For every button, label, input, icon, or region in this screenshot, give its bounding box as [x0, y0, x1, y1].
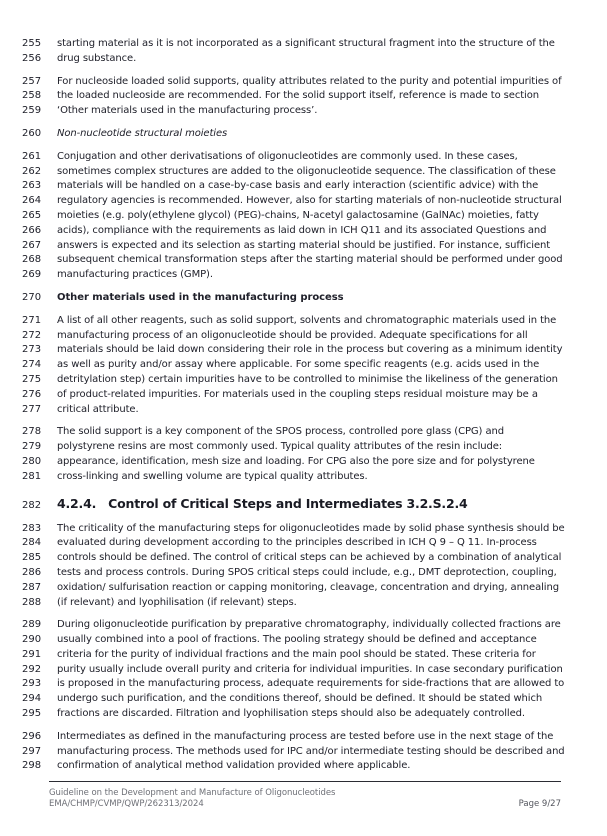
line-text: is proposed in the manufacturing process, adequate requirements for side-fractions that are allowed to	[57, 678, 565, 690]
text-line	[22, 268, 589, 283]
heading-line	[22, 493, 589, 516]
line-number: 297	[22, 745, 42, 757]
line-text: drug substance.	[57, 52, 137, 64]
line-number: 289	[22, 619, 42, 631]
line-number: 259	[22, 105, 42, 117]
text-line	[22, 633, 589, 648]
line-number: 261	[22, 150, 42, 162]
paragraph	[22, 150, 589, 283]
line-text: A list of all other reagents, such as solid support, solvents and chromatographic materials used in the	[57, 314, 557, 326]
line-text: appearance, identification, mesh size and loading. For CPG also the pore size and for polystyrene	[57, 455, 535, 467]
line-number: 262	[22, 165, 42, 177]
line-text: The solid support is a key component of the SPOS process, controlled pore glass (CPG) and	[57, 426, 504, 438]
paragraph	[22, 314, 589, 418]
text-line	[22, 329, 589, 344]
text-line	[22, 566, 589, 581]
line-text: moieties (e.g. poly(ethylene glycol) (PEG)-chains, N-acetyl galactosamine (GalNAc) moieties, fatty	[57, 209, 539, 221]
line-text: subsequent chemical transformation steps after the starting material should be performed under good	[57, 254, 563, 266]
text-line	[22, 224, 589, 239]
line-text: regulatory agencies is recommended. However, also for starting materials of non-nucleotide structural	[57, 195, 562, 207]
line-text: as well as purity and/or assay where applicable. For some specific reagents (e.g. acids used in the	[57, 359, 540, 371]
text-line	[22, 522, 589, 537]
text-line	[22, 150, 589, 165]
line-number: 295	[22, 708, 42, 720]
text-line	[22, 314, 589, 329]
line-text: Other materials used in the manufacturing process	[57, 291, 344, 303]
paragraph	[22, 291, 589, 306]
text-line	[22, 75, 589, 90]
text-line	[22, 536, 589, 551]
line-number: 258	[22, 90, 42, 102]
text-line	[22, 179, 589, 194]
line-text: usually combined into a pool of fractions. The pooling strategy should be defined and acceptance	[57, 634, 537, 646]
paragraph	[22, 730, 589, 774]
text-line	[22, 551, 589, 566]
text-line	[22, 403, 589, 418]
text-line	[22, 165, 589, 180]
text-line	[22, 194, 589, 209]
line-text: fractions are discarded. Filtration and lyophilisation steps should also be adequately controlled.	[57, 708, 525, 720]
line-text: evaluated during development according to the principles described in ICH Q 9 – Q 11. In-process	[57, 537, 537, 549]
text-line	[22, 707, 589, 722]
line-text: Intermediates as defined in the manufacturing process are tested before use in the next stage of the	[57, 730, 554, 742]
text-line	[22, 648, 589, 663]
paragraph	[22, 425, 589, 484]
line-number: 275	[22, 373, 42, 385]
line-number: 292	[22, 663, 42, 675]
line-number: 257	[22, 75, 42, 87]
footer-row	[49, 788, 561, 809]
line-number: 276	[22, 388, 42, 400]
heading-text	[57, 493, 468, 514]
line-number: 283	[22, 522, 42, 534]
line-text: purity usually include overall purity and criteria for individual impurities. In case secondary purification	[57, 663, 563, 675]
line-number: 255	[22, 38, 42, 49]
line-text: starting material as it is not incorporated as a significant structural fragment into the structure of the	[57, 38, 555, 49]
line-number: 287	[22, 581, 42, 593]
paragraph	[22, 522, 589, 611]
line-number: 266	[22, 224, 42, 236]
paragraph	[22, 127, 589, 142]
line-text: During oligonucleotide purification by preparative chromatography, individually collected fractions are	[57, 619, 561, 631]
text-line	[22, 373, 589, 388]
line-text: sometimes complex structures are added to the oligonucleotide sequence. The classification of these	[57, 165, 556, 177]
line-text: Non-nucleotide structural moieties	[57, 127, 228, 139]
line-text: Conjugation and other derivatisations of oligonucleotides are commonly used. In these cases,	[57, 150, 518, 162]
text-line	[22, 692, 589, 707]
line-number: 267	[22, 239, 42, 251]
line-number: 281	[22, 470, 42, 482]
text-line	[22, 677, 589, 692]
line-text: detritylation step) certain impurities have to be controlled to minimise the likeliness of the generation	[57, 373, 558, 385]
text-line	[22, 209, 589, 224]
text-line	[22, 127, 589, 142]
line-number: 256	[22, 52, 42, 64]
text-line	[22, 596, 589, 611]
line-number: 278	[22, 426, 42, 438]
text-line	[22, 37, 589, 52]
text-line	[22, 343, 589, 358]
line-number: 282	[22, 499, 42, 511]
line-text: polystyrene resins are most commonly used. Typical quality attributes of the resin include:	[57, 441, 503, 453]
text-line	[22, 759, 589, 774]
line-text: manufacturing process of an oligonucleotide should be provided. Adequate specifications for all	[57, 329, 528, 341]
line-number: 284	[22, 537, 42, 549]
line-text: materials will be handled on a case-by-case basis and early interaction (scientific advice) with the	[57, 180, 539, 192]
heading-number: 4.2.4.	[57, 495, 97, 511]
line-text: cross-linking and swelling volume are typical quality attributes.	[57, 470, 368, 482]
line-text: of product-related impurities. For materials used in the coupling steps residual moisture may be a	[57, 388, 538, 400]
line-number: 296	[22, 730, 42, 742]
text-line	[22, 730, 589, 745]
text-line	[22, 358, 589, 373]
line-number: 280	[22, 455, 42, 467]
text-line	[22, 440, 589, 455]
text-line	[22, 239, 589, 254]
line-text: controls should be defined. The control of critical steps can be achieved by a combination of analytical	[57, 552, 562, 564]
line-number: 293	[22, 678, 42, 690]
line-number: 269	[22, 269, 42, 281]
line-text: For nucleoside loaded solid supports, quality attributes related to the purity and potential impurities of	[57, 75, 562, 87]
page-footer	[49, 781, 561, 809]
line-text: The criticality of the manufacturing steps for oligonucleotides made by solid phase synthesis should be	[57, 522, 565, 534]
line-number: 274	[22, 359, 42, 371]
line-number: 270	[22, 291, 42, 303]
line-number: 279	[22, 441, 42, 453]
line-text: (if relevant) and lyophilisation (if relevant) steps.	[57, 596, 297, 608]
line-number: 288	[22, 596, 42, 608]
line-text: answers is expected and its selection as starting material should be justified. For instance, sufficient	[57, 239, 551, 251]
document-body	[22, 37, 589, 782]
text-line	[22, 291, 589, 306]
line-number: 277	[22, 403, 42, 415]
text-line	[22, 89, 589, 104]
footer-divider	[49, 781, 561, 782]
footer-page-number: Page 9/27	[518, 798, 561, 809]
line-text: the loaded nucleoside are recommended. For the solid support itself, reference is made to section	[57, 90, 539, 102]
line-text: materials should be laid down considering their role in the process but covering as a minimum identity	[57, 344, 563, 356]
line-number: 272	[22, 329, 42, 341]
line-number: 286	[22, 566, 42, 578]
line-number: 291	[22, 648, 42, 660]
text-line	[22, 425, 589, 440]
line-text: tests and process controls. During SPOS critical steps could include, e.g., DMT deprotection, coupling,	[57, 566, 557, 578]
section-heading	[22, 493, 589, 516]
line-number: 271	[22, 314, 42, 326]
line-text: criteria for the purity of individual fractions and the main pool should be stated. These criteria for	[57, 648, 536, 660]
line-text: acids), compliance with the requirements as laid down in ICH Q11 and its associated Questions and	[57, 224, 547, 236]
line-number: 290	[22, 634, 42, 646]
footer-doc-title: Guideline on the Development and Manufacture of Oligonucleotides	[49, 788, 336, 798]
text-line	[22, 104, 589, 119]
line-text: critical attribute.	[57, 403, 139, 415]
line-text: confirmation of analytical method validation provided where applicable.	[57, 760, 411, 772]
heading-title: Control of Critical Steps and Intermediates 3.2.S.2.4	[108, 495, 468, 511]
line-number: 294	[22, 693, 42, 705]
line-number: 260	[22, 127, 42, 139]
text-line	[22, 745, 589, 760]
text-line	[22, 470, 589, 485]
line-number: 268	[22, 254, 42, 266]
text-line	[22, 455, 589, 470]
text-line	[22, 581, 589, 596]
text-line	[22, 618, 589, 633]
line-text: ‘Other materials used in the manufacturing process’.	[57, 105, 318, 117]
line-number: 263	[22, 180, 42, 192]
footer-doc-ref: EMA/CHMP/CVMP/QWP/262313/2024	[49, 798, 204, 809]
paragraph	[22, 37, 589, 67]
line-number: 264	[22, 195, 42, 207]
line-number: 273	[22, 344, 42, 356]
line-text: oxidation/ sulfurisation reaction or capping monitoring, cleavage, concentration and drying, annealing	[57, 581, 559, 593]
line-text: manufacturing process. The methods used for IPC and/or intermediate testing should be described and	[57, 745, 565, 757]
text-line	[22, 52, 589, 67]
footer-left	[49, 788, 335, 809]
text-line	[22, 253, 589, 268]
paragraph	[22, 618, 589, 722]
line-number: 298	[22, 760, 42, 772]
line-text: undergo such purification, and the conditions thereof, should be defined. It should be stated which	[57, 693, 543, 705]
text-line	[22, 663, 589, 678]
line-text: manufacturing practices (GMP).	[57, 269, 213, 281]
text-line	[22, 388, 589, 403]
line-number: 265	[22, 209, 42, 221]
paragraph	[22, 75, 589, 119]
line-number: 285	[22, 552, 42, 564]
